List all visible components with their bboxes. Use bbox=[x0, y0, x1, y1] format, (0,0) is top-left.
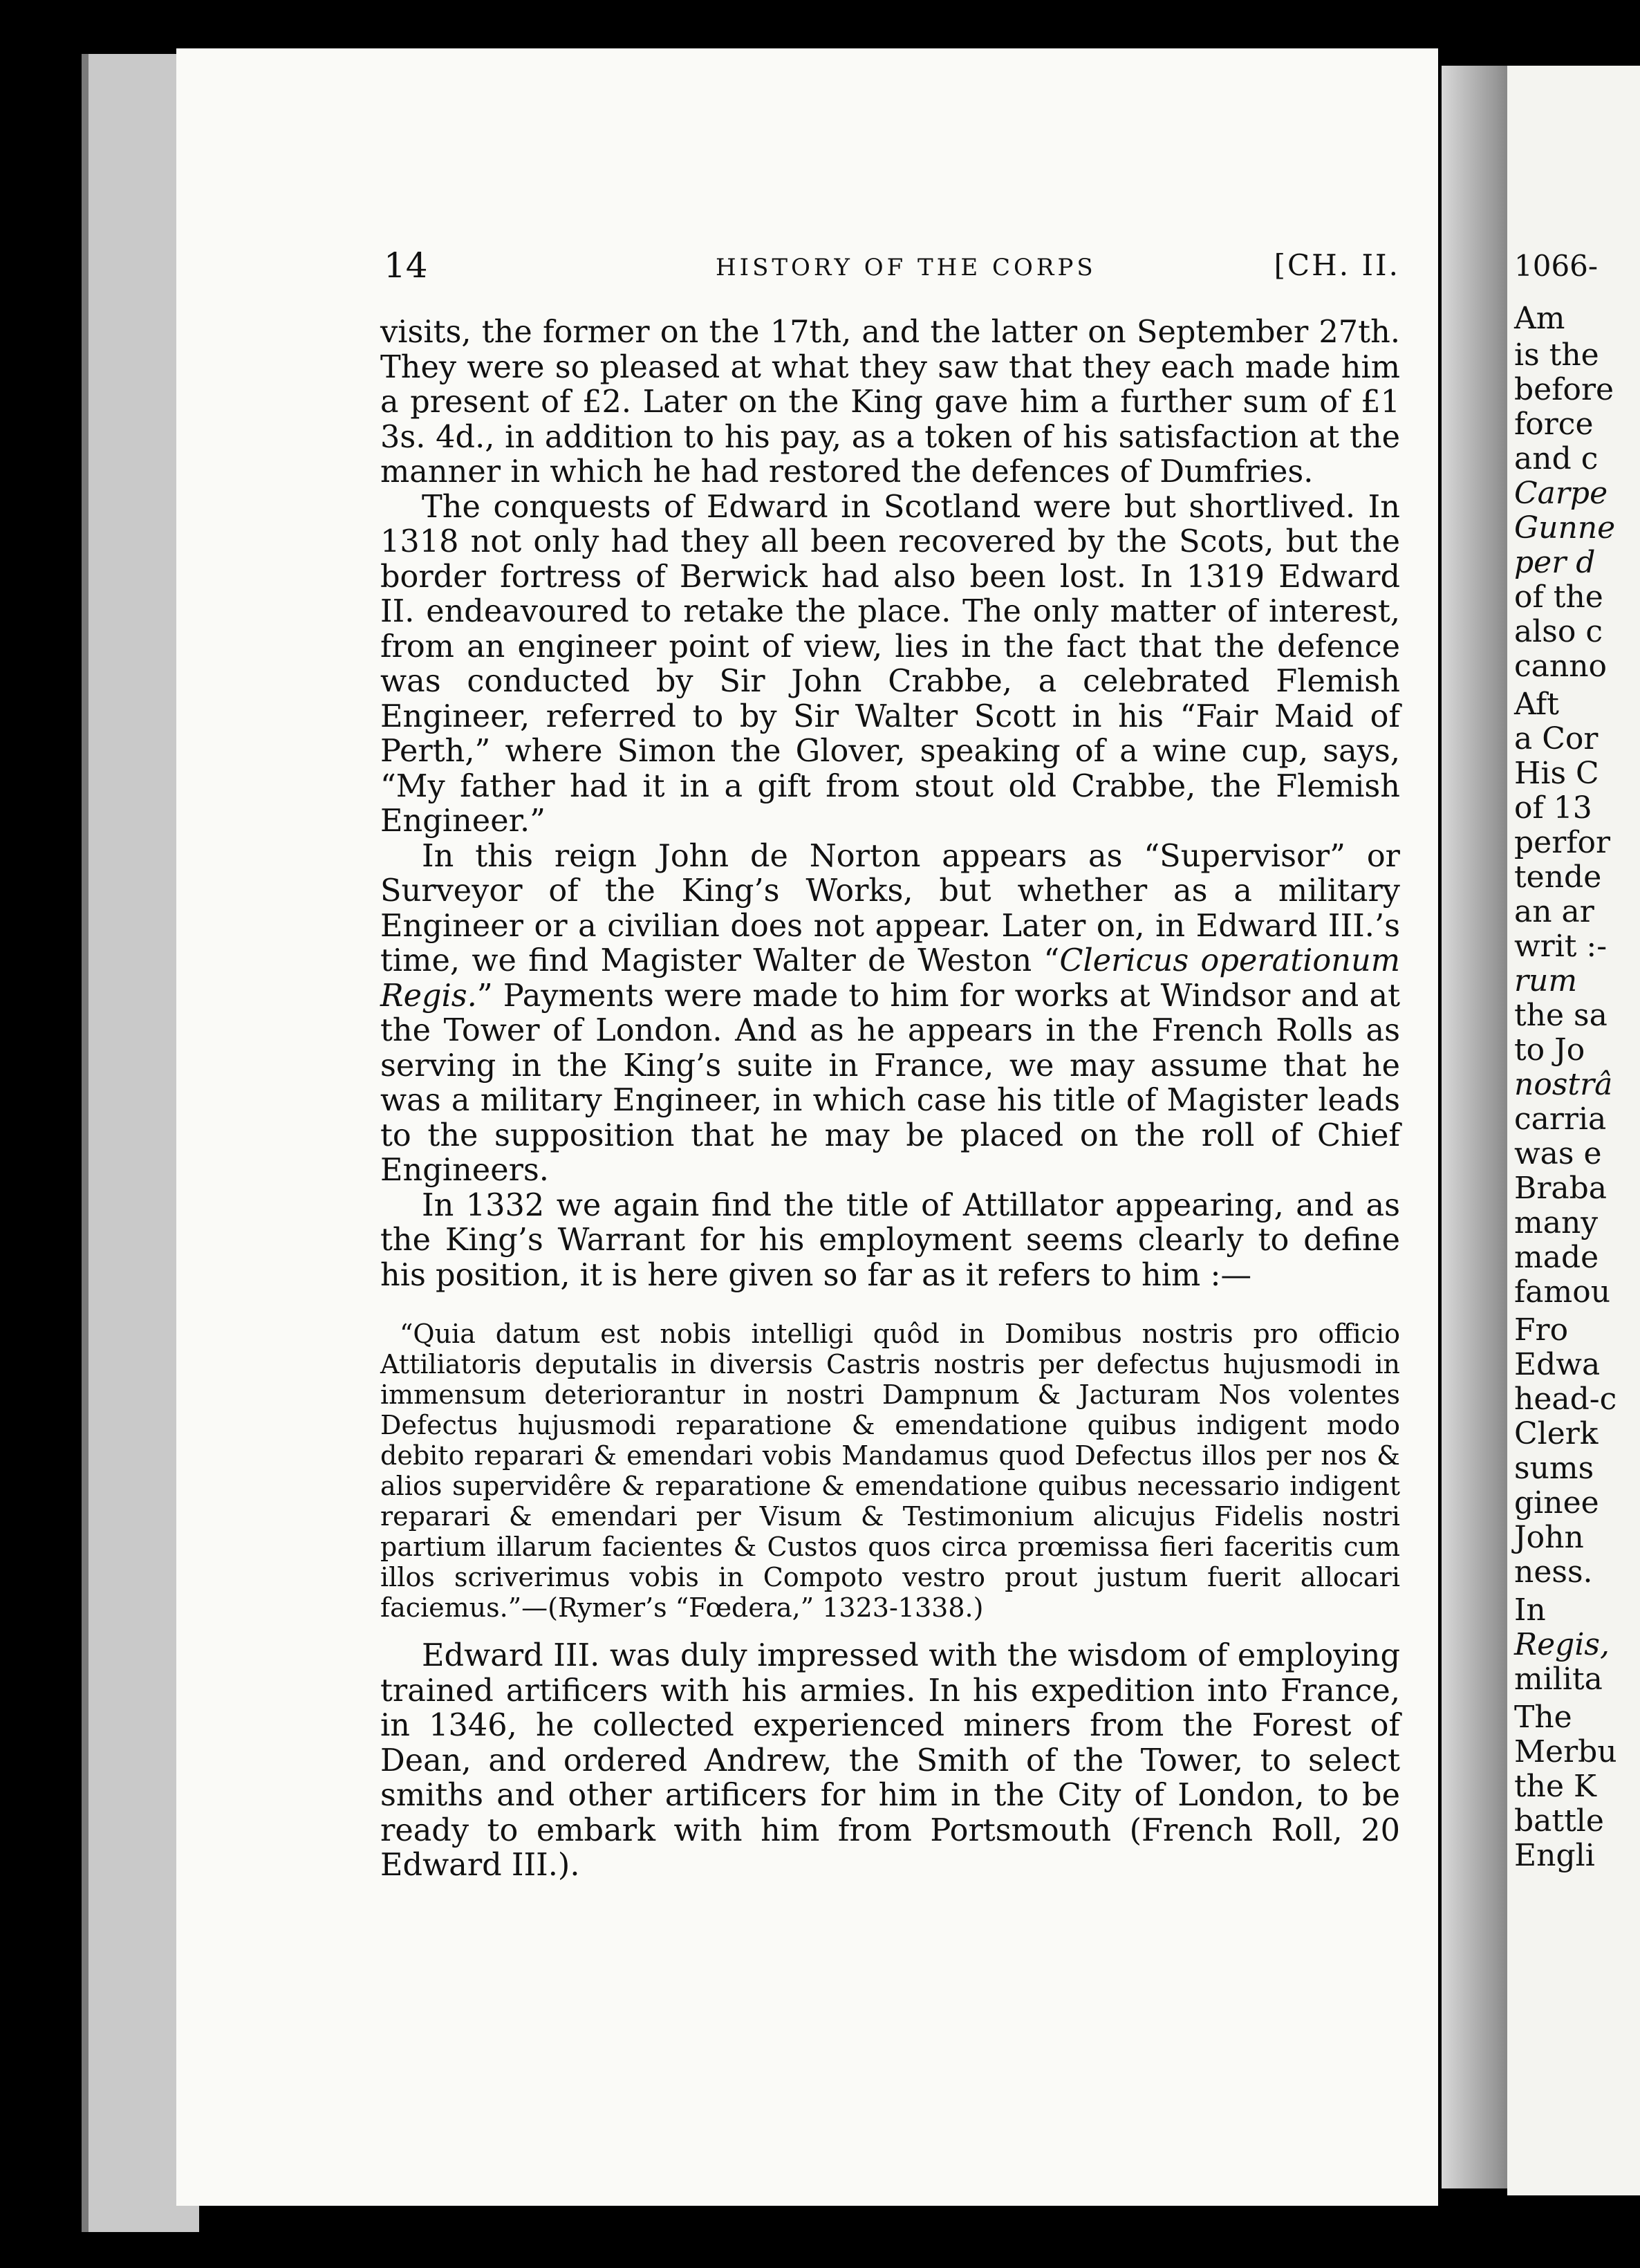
paragraph: visits, the former on the 17th, and the latter on September 27th. They were so pleased at what they saw that they each made him a present of £2. Later on the King gave him a further sum of £1 3s. 4d., in addition to his pay, as a token of his satisfaction at the manner in which he had restored the defences of Dumfries. bbox=[380, 314, 1400, 490]
facing-line: a Cor bbox=[1514, 721, 1599, 756]
block-quote: “Quia datum est nobis intelligi quôd in Domibus nostris pro officio Attiliatoris deputalis in diversis Castris nostris per defectus hujusmodi in immensum deteriorantur in nostri Dampnum & Jacturam Nos volentes Defectus hujusmodi reparatione & emendatione quibus indigent modo debito reparari & emendari vobis Mandamus quod Defectus illos per nos & alios supervidêre & reparatione & emendatione quibus necessario indigent reparari & emendari per Visum & Testimonium alicujus Fidelis nostri partium illarum facientes & Custos quos circa prœmissa fieri faceritis cum illos scriverimus vobis in Compoto vestro prout justum fuerit allocari faciemus.”—(Rymer’s “Fœdera,” 1323-1338.) bbox=[380, 1319, 1400, 1623]
facing-line: milita bbox=[1514, 1662, 1603, 1697]
facing-line: an ar bbox=[1514, 894, 1594, 929]
facing-line: and c bbox=[1514, 441, 1599, 476]
facing-line: Aft bbox=[1514, 687, 1559, 722]
paragraph bbox=[380, 839, 1400, 1188]
facing-line: famou bbox=[1514, 1274, 1611, 1310]
facing-line: made bbox=[1514, 1240, 1599, 1275]
paragraph: The conquests of Edward in Scotland were but shortlived. In 1318 not only had they all been recovered by the Scots, but the border fortress of Berwick had also been lost. In 1319 Edward II. endeavoured to retake the place. The only matter of interest, from an engineer point of view, lies in the fact that the defence was conducted by Sir John Crabbe, a celebrated Flemish Engineer, referred to by Sir Walter Scott in his “Fair Maid of Perth,” where Simon the Glover, speaking of a wine cup, says, “My father had it in a gift from stout old Crabbe, the Flemish Engineer.” bbox=[380, 488, 1400, 839]
facing-line: canno bbox=[1514, 649, 1608, 684]
latin-title: Clericus operationum Regis. bbox=[380, 942, 1400, 1014]
body-text bbox=[380, 315, 1400, 1883]
paragraph-text: ” Payments were made to him for works at Windsor and at the Tower of London. And as he appears in the French Rolls as serving in the King’s suite in France, we may assume that he was a military Engineer, in which case his title of Magister leads to the supposition that he may be placed on the roll of Chief Engineers. bbox=[380, 977, 1400, 1188]
facing-line: In bbox=[1514, 1592, 1546, 1628]
facing-line: to Jo bbox=[1514, 1032, 1585, 1068]
facing-line: per d bbox=[1514, 545, 1596, 580]
facing-line: Regis, bbox=[1514, 1627, 1610, 1662]
facing-line: His C bbox=[1514, 756, 1599, 791]
facing-line: The bbox=[1514, 1700, 1572, 1735]
facing-line: was e bbox=[1514, 1136, 1602, 1171]
facing-line: 1066- bbox=[1514, 249, 1599, 283]
running-head bbox=[384, 245, 1400, 294]
facing-line: Braba bbox=[1514, 1171, 1607, 1206]
facing-line: writ :- bbox=[1514, 929, 1608, 964]
facing-line: of the bbox=[1514, 579, 1603, 615]
paragraph: Edward III. was duly impressed with the wisdom of employing trained artificers with his armies. In his expedition into France, in 1346, he collected experienced miners from the Forest of Dean, and ordered Andrew, the Smith of the Tower, to select smiths and other artificers for him in the City of London, to be ready to embark with him from Portsmouth (French Roll, 20 Edward III.). bbox=[380, 1637, 1400, 1883]
facing-line: John bbox=[1514, 1520, 1584, 1555]
facing-line: Edwa bbox=[1514, 1347, 1601, 1382]
facing-line: sums bbox=[1514, 1451, 1594, 1486]
facing-line: head-c bbox=[1514, 1382, 1617, 1417]
facing-line: tende bbox=[1514, 859, 1602, 895]
facing-line: rum bbox=[1514, 963, 1578, 998]
chapter-reference: [CH. II. bbox=[1274, 248, 1400, 282]
running-title: HISTORY OF THE CORPS bbox=[716, 254, 1097, 281]
facing-line: Carpe bbox=[1514, 476, 1608, 511]
facing-line: perfor bbox=[1514, 825, 1611, 860]
paragraph-text: In this reign John de Norton appears as “Supervisor” or Surveyor of the King’s Works, but whether as a military Engineer or a civilian does not appear. Later on, in Edward III.’s time, we find Magister Walter de Weston “ bbox=[380, 837, 1400, 978]
facing-line: Clerk bbox=[1514, 1416, 1599, 1451]
facing-line: nostrâ bbox=[1514, 1067, 1613, 1102]
facing-line: is the bbox=[1514, 337, 1599, 373]
facing-line: Engli bbox=[1514, 1838, 1595, 1873]
facing-line: carria bbox=[1514, 1102, 1607, 1137]
facing-line: battle bbox=[1514, 1803, 1604, 1839]
paragraph: In 1332 we again find the title of Attillator appearing, and as the King’s Warrant for his employment seems clearly to define his position, it is here given so far as it refers to him :— bbox=[380, 1187, 1400, 1293]
facing-line: force bbox=[1514, 407, 1594, 442]
facing-line: ness. bbox=[1514, 1554, 1593, 1590]
facing-line: the K bbox=[1514, 1769, 1596, 1804]
facing-page bbox=[1507, 66, 1640, 2195]
facing-line: also c bbox=[1514, 614, 1603, 649]
facing-line: of 13 bbox=[1514, 790, 1592, 826]
facing-line: Merbu bbox=[1514, 1734, 1617, 1769]
facing-line: Am bbox=[1514, 301, 1565, 336]
page-number: 14 bbox=[384, 245, 428, 286]
facing-line: Fro bbox=[1514, 1312, 1569, 1348]
facing-line: many bbox=[1514, 1205, 1599, 1240]
facing-line: Gunne bbox=[1514, 510, 1616, 546]
facing-line: before bbox=[1514, 372, 1614, 407]
facing-line: ginee bbox=[1514, 1485, 1599, 1521]
facing-line: the sa bbox=[1514, 998, 1608, 1033]
